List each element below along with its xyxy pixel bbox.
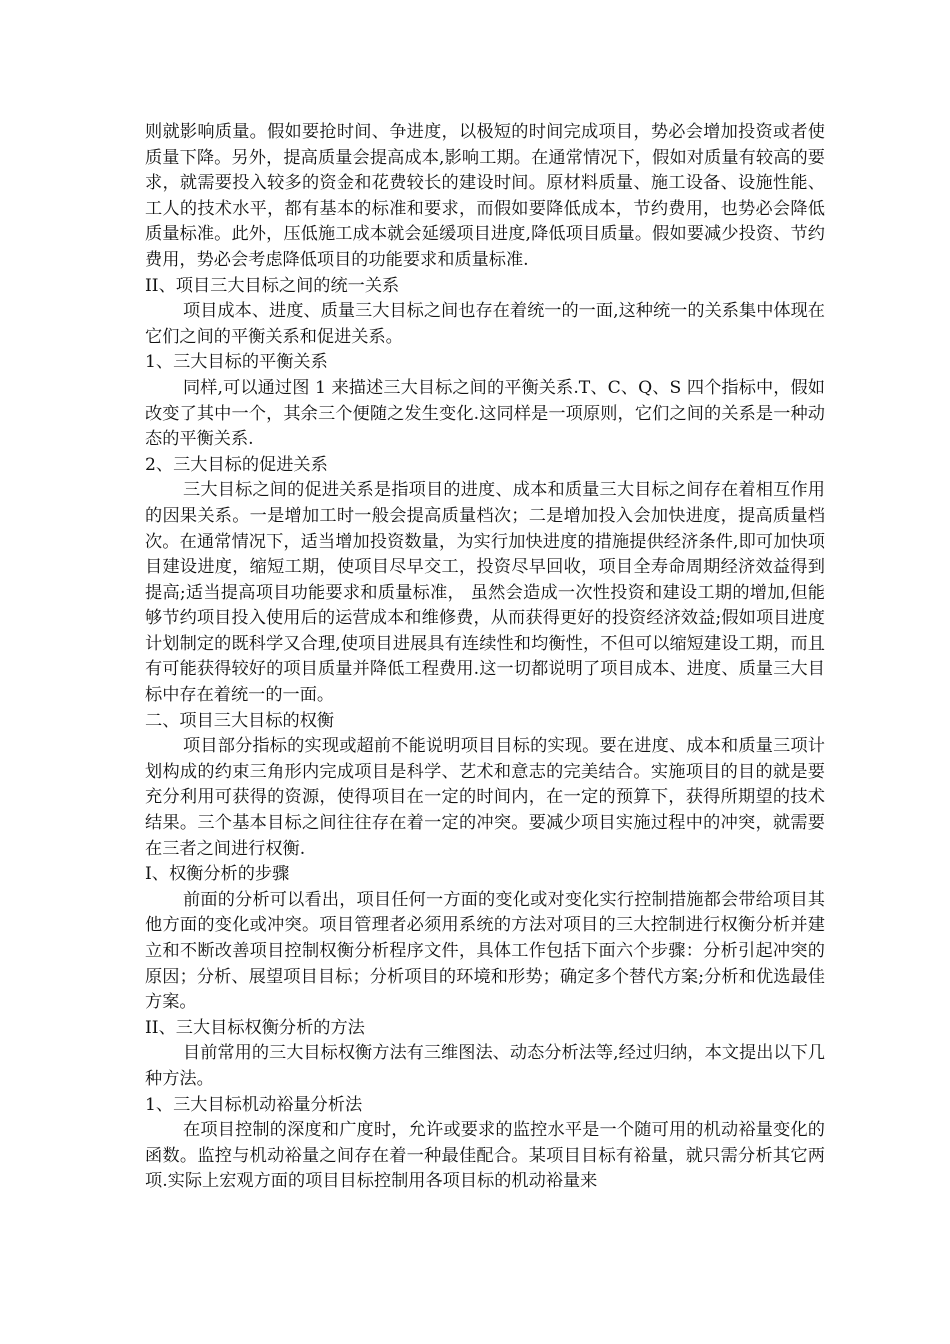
section-heading: 1、三大目标机动裕量分析法 <box>145 1094 363 1115</box>
body-paragraph: 三大目标之间的促进关系是指项目的进度、成本和质量三大目标之间存在着相互作用的因果关系。一是增加工时一般会提高质量档次；二是增加投入会加快进度，提高质量档次。在通常情况下，适当增加投资数量，为实行加快进度的措施提供经济条件,即可加快项目建设进度，缩短工期，使项目尽早交工，投资尽早回收，项目全寿命周期经济效益得到提高;适当提高项目功能要求和质量标准， 虽然会造成一次性投资和建设工期的增加,但能够节约项目投入使用后的运营成本和维修费，从而获得更好的投资经济效益;假如项目进度计划制定的既科学又合理,使项目进展具有连续性和均衡性，不但可以缩短建设工期，而且有可能获得较好的项目质量并降低工程费用.这一切都说明了项目成本、进度、质量三大目标中存在着统一的一面。 <box>145 480 825 706</box>
body-paragraph: 项目部分指标的实现或超前不能说明项目目标的实现。要在进度、成本和质量三项计划构成的约束三角形内完成项目是科学、艺术和意志的完美结合。实施项目的目的就是要充分利用可获得的资源，使得项目在一定的时间内，在一定的预算下，获得所期望的技术结果。三个基本目标之间往往存在着一定的冲突。要减少项目实施过程中的冲突，就需要在三者之间进行权衡. <box>145 736 825 859</box>
body-paragraph: 在项目控制的深度和广度时，允许或要求的监控水平是一个随可用的机动裕量变化的函数。监控与机动裕量之间存在着一种最佳配合。某项目目标有裕量，就只需分析其它两项.实际上宏观方面的项目目标控制用各项目标的机动裕量来 <box>145 1120 825 1192</box>
section-heading: I、权衡分析的步骤 <box>145 864 290 885</box>
body-paragraph: 目前常用的三大目标权衡方法有三维图法、动态分析法等,经过归纳，本文提出以下几种方法。 <box>145 1043 825 1089</box>
section-heading: II、项目三大目标之间的统一关系 <box>145 275 400 296</box>
body-paragraph: 前面的分析可以看出，项目任何一方面的变化或对变化实行控制措施都会带给项目其他方面的变化或冲突。项目管理者必须用系统的方法对项目的三大控制进行权衡分析并建立和不断改善项目控制权衡分析程序文件，具体工作包括下面六个步骤：分析引起冲突的原因；分析、展望项目目标；分析项目的环境和形势；确定多个替代方案;分析和优选最佳方案。 <box>145 889 825 1013</box>
section-heading: II、三大目标权衡分析的方法 <box>145 1017 365 1038</box>
body-paragraph: 同样,可以通过图 1 来描述三大目标之间的平衡关系.T、C、Q、S 四个指标中，假如改变了其中一个，其余三个便随之发生变化.这同样是一项原则，它们之间的关系是一种动态的平衡关系. <box>145 377 825 450</box>
document-body <box>145 120 825 1195</box>
body-paragraph: 项目成本、进度、质量三大目标之间也存在着统一的一面,这种统一的关系集中体现在它们之间的平衡关系和促进关系。 <box>145 301 825 347</box>
section-heading: 1、三大目标的平衡关系 <box>145 352 328 373</box>
body-paragraph: 则就影响质量。假如要抢时间、争进度，以极短的时间完成项目，势必会增加投资或者使质量下降。另外，提高质量会提高成本,影响工期。在通常情况下，假如对质量有较高的要求，就需要投入较多的资金和花费较长的建设时间。原材料质量、施工设备、设施性能、工人的技术水平，都有基本的标准和要求，而假如要降低成本，节约费用，也势必会降低质量标准。此外，压低施工成本就会延缓项目进度,降低项目质量。假如要减少投资、节约费用，势必会考虑降低项目的功能要求和质量标准. <box>145 122 825 270</box>
section-heading: 2、三大目标的促进关系 <box>145 454 328 475</box>
section-heading: 二、项目三大目标的权衡 <box>145 710 335 731</box>
